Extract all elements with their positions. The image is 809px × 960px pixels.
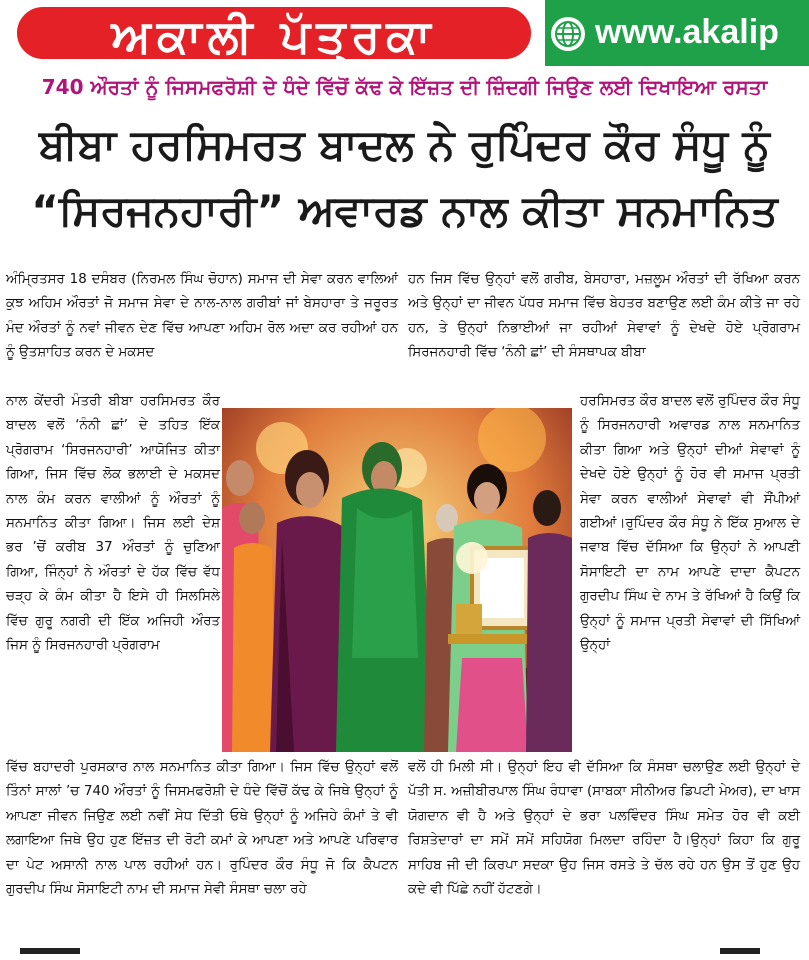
headline-line-1: ਬੀਬਾ ਹਰਸਿਮਰਤ ਬਾਦਲ ਨੇ ਰੁਪਿੰਦਰ ਕੌਰ ਸੰਧੂ ਨੂੰ xyxy=(39,120,770,169)
article-paragraph: ਵਲੋਂ ਹੀ ਮਿਲੀ ਸੀ। ਉਨ੍ਹਾਂ ਇਹ ਵੀ ਦੱਸਿਆ ਕਿ ਸੰਸਥਾ ਚਲਾਉਣ ਲਈ ਉਨ੍ਹਾਂ ਦੇ ਪੱਤੀ ਸ. ਅਜ਼ੀਬੀਰਪਾਲ ਸਿੰਘ ਰੰਧਾਵਾ (ਸਾਬਕਾ ਸੀਨੀਅਰ ਡਿਪਟੀ ਮੇਅਰ), ਦਾ ਖਾਸ ਯੋਗਦਾਨ ਵੀ ਹੈ ਅਤੇ ਉਨ੍ਹਾਂ ਦੇ ਭਰਾ ਪਲਵਿੰਦਰ ਸਿੰਘ ਸਮੇਤ ਹੋਰ ਵੀ ਕਈ ਰਿਸ਼ਤੇਦਾਰਾਂ ਦਾ ਸਮੇਂ ਸਮੇਂ ਸਹਿਯੋਗ ਮਿਲਦਾ ਰਹਿੰਦਾ ਹੈ।ਉਨ੍ਹਾਂ ਕਿਹਾ ਕਿ ਗੁਰੂ ਸਾਹਿਬ ਜੀ ਦੀ ਕਿਰਪਾ ਸਦਕਾ ਉਹ ਜਿਸ ਰਸਤੇ ਤੇ ਚੱਲ ਰਹੇ ਹਨ ਉਸ ਤੋਂ ਹੁਣ ਉਹ ਕਦੇ ਵੀ ਪਿੱਛੇ ਨਹੀਂ ਹੱਟਣਗੇ। xyxy=(408,760,800,898)
masthead xyxy=(0,0,809,66)
article-col2-top xyxy=(408,268,800,366)
article-col2-side xyxy=(580,390,800,658)
page-bottom-strip xyxy=(0,948,809,960)
newspaper-title: ਅਕਾਲੀ ਪੱਤ੍ਰਕਾ xyxy=(14,4,534,62)
article-col1-top xyxy=(6,268,398,366)
article-paragraph: ਅੰਮ੍ਰਿਤਸਰ 18 ਦਸੰਬਰ (ਨਿਰਮਲ ਸਿੰਘ ਚੋਹਾਨ) ਸਮਾਜ ਦੀ ਸੇਵਾ ਕਰਨ ਵਾਲਿਆਂ ਕੁਝ ਅਹਿਮ ਔਰਤਾਂ ਜੋ ਸਮਾਜ ਸੇਵਾ ਦੇ ਨਾਲ-ਨਾਲ ਗਰੀਬਾਂ ਜਾਂ ਬੇਸਹਾਰਾ ਤੇ ਜਰੂਰਤ ਮੰਦ ਔਰਤਾਂ ਨੂੰ ਨਵਾਂ ਜੀਵਨ ਦੇਣ ਵਿੱਚ ਆਪਣਾ ਅਹਿਮ ਰੋਲ ਅਦਾ ਕਰ ਰਹੀਆਂ ਹਨ ਨੂੰ ਉਤਸ਼ਾਹਿਤ ਕਰਨ ਦੇ ਮਕਸਦ xyxy=(6,272,398,361)
article-paragraph: ਨਾਲ ਕੇਂਦਰੀ ਮੰਤਰੀ ਬੀਬਾ ਹਰਸਿਮਰਤ ਕੌਰ ਬਾਦਲ ਵਲੋਂ ‘ਨੰਨੀ ਛਾਂ’ ਦੇ ਤਹਿਤ ਇੱਕ ਪ੍ਰੋਗਰਾਮ ‘ਸਿਰਜਨਹਾਰੀ’ ਆਯੋਜਿਤ ਕੀਤਾ ਗਿਆ, ਜਿਸ ਵਿੱਚ ਲੋਕ ਭਲਾਈ ਦੇ ਮਕਸਦ ਨਾਲ ਕੰਮ ਕਰਨ ਵਾਲੀਆਂ ਨੂੰ ਔਰਤਾਂ ਨੂੰ ਸਨਮਾਨਿਤ ਕੀਤਾ ਗਿਆ। ਜਿਸ ਲਈ ਦੇਸ਼ ਭਰ ’ਚੋਂ ਕਰੀਬ 37 ਔਰਤਾਂ ਨੂੰ ਚੁਣਿਆ ਗਿਆ, ਜਿੰਨ੍ਹਾਂ ਨੇ ਔਰਤਾਂ ਦੇ ਹੱਕ ਵਿੱਚ ਵੱਧ ਚੜ੍ਹ ਕੇ ਕੰਮ ਕੀਤਾ ਹੈ ਇਸੇ ਹੀ ਸਿਲਸਿਲੇ ਵਿੱਚ ਗੁਰੂ ਨਗਰੀ ਦੀ ਇੱਕ ਅਜਿਹੀ ਔਰਤ ਜਿਸ ਨੂੰ ਸਿਰਜਨਹਾਰੀ ਪ੍ਰੋਗਰਾਮ xyxy=(6,394,220,654)
article-col2-bottom xyxy=(408,756,800,902)
headline-line-2: “ਸਿਰਜਨਹਾਰੀ” ਅਵਾਰਡ ਨਾਲ ਕੀਤਾ ਸਨਮਾਨਿਤ xyxy=(31,186,778,235)
website-url[interactable]: www.akalip xyxy=(595,13,779,51)
globe-icon xyxy=(551,17,585,51)
article-col1-side xyxy=(6,390,220,658)
award-ceremony-photo xyxy=(222,408,572,752)
article-paragraph: ਹਨ ਜਿਸ ਵਿੱਚ ਉਨ੍ਹਾਂ ਵਲੋਂ ਗਰੀਬ, ਬੇਸਹਾਰਾ, ਮਜ਼ਲੂਮ ਔਰਤਾਂ ਦੀ ਰੱਖਿਆ ਕਰਨ ਅਤੇ ਉਨ੍ਹਾਂ ਦਾ ਜੀਵਨ ਪੱਧਰ ਸਮਾਜ ਵਿੱਚ ਬੇਹਤਰ ਬਣਾਉਣ ਲਈ ਕੰਮ ਕੀਤੇ ਜਾ ਰਹੇ ਹਨ, ਤੇ ਉਨ੍ਹਾਂ ਨਿਭਾਈਆਂ ਜਾ ਰਹੀਆਂ ਸੇਵਾਵਾਂ ਨੂੰ ਦੇਖਦੇ ਹੋਏ ਪ੍ਰੋਗਰਾਮ ਸਿਰਜਨਹਾਰੀ ਵਿੱਚ ‘ਨੰਨੀ ਛਾਂ’ ਦੀ ਸੰਸਥਾਪਕ ਬੀਬਾ xyxy=(408,272,800,361)
kicker-subheadline: 740 ਔਰਤਾਂ ਨੂੰ ਜਿਸਮਫਰੋਸ਼ੀ ਦੇ ਧੰਦੇ ਵਿੱਚੋਂ ਕੱਢ ਕੇ ਇੱਜ਼ਤ ਦੀ ਜ਼ਿੰਦਗੀ ਜਿਉਣ ਲਈ ਦਿਖਾਇਆ ਰਸਤਾ xyxy=(41,75,768,99)
article-paragraph: ਹਰਸਿਮਰਤ ਕੌਰ ਬਾਦਲ ਵਲੋਂ ਰੁਪਿੰਦਰ ਕੌਰ ਸੰਧੂ ਨੂੰ ਸਿਰਜਨਹਾਰੀ ਅਵਾਰਡ ਨਾਲ ਸਨਮਾਨਿਤ ਕੀਤਾ ਗਿਆ ਅਤੇ ਉਨ੍ਹਾਂ ਦੀਆਂ ਸੇਵਾਵਾਂ ਨੂੰ ਦੇਖਦੇ ਹੋਏ ਉਨ੍ਹਾਂ ਨੂੰ ਹੋਰ ਵੀ ਸਮਾਜ ਪ੍ਰਤੀ ਸੇਵਾ ਕਰਨ ਵਾਲੀਆਂ ਸੇਵਾਵਾਂ ਵੀ ਸੌਂਪੀਆਂ ਗਈਆਂ।ਰੁਪਿੰਦਰ ਕੌਰ ਸੰਧੂ ਨੇ ਇੱਕ ਸੁਆਲ ਦੇ ਜਵਾਬ ਵਿੱਚ ਦੱਸਿਆ ਕਿ ਉਨ੍ਹਾਂ ਨੇ ਆਪਣੀ ਸੋਸਾਇਟੀ ਦਾ ਨਾਮ ਆਪਣੇ ਦਾਦਾ ਕੈਪਟਨ ਗੁਰਦੀਪ ਸਿੰਘ ਦੇ ਨਾਮ ਤੇ ਰੱਖਿਆਂ ਹੈ ਕਿਉਂ ਕਿ ਉਨ੍ਹਾਂ ਨੂੰ ਸਮਾਜ ਪ੍ਰਤੀ ਸੇਵਾਵਾਂ ਦੀ ਸਿੱਖਿਆਂ ਉਨ੍ਹਾਂ xyxy=(580,394,800,654)
main-headline xyxy=(0,112,809,244)
article-col1-bottom xyxy=(6,756,398,902)
article-paragraph: ਵਿੱਚ ਬਹਾਦਰੀ ਪੁਰਸਕਾਰ ਨਾਲ ਸਨਮਾਨਿਤ ਕੀਤਾ ਗਿਆ। ਜਿਸ ਵਿੱਚ ਉਨ੍ਹਾਂ ਵਲੋਂ ਤਿੰਨਾਂ ਸਾਲਾਂ ’ਚ 740 ਔਰਤਾਂ ਨੂੰ ਜਿਸਮਫਰੋਸ਼ੀ ਦੇ ਧੰਦੇ ਵਿੱਚੋਂ ਕੱਢ ਕੇ ਜਿਥੇ ਉਨ੍ਹਾਂ ਨੂੰ ਆਪਣਾ ਜੀਵਨ ਜਿਉਣ ਲਈ ਨਵੀਂ ਸੇਧ ਦਿੱਤੀ ਓਥੇ ਉਨ੍ਹਾਂ ਨੂੰ ਅਜਿਹੇ ਕੰਮਾਂ ਤੇ ਵੀ ਲਗਾਇਆ ਜਿਥੇ ਉਹ ਹੁਣ ਇੱਜ਼ਤ ਦੀ ਰੋਟੀ ਕਮਾਂ ਕੇ ਆਪਣਾ ਅਤੇ ਆਪਣੇ ਪਰਿਵਾਰ ਦਾ ਪੇਟ ਅਸਾਨੀ ਨਾਲ ਪਾਲ ਰਹੀਆਂ ਹਨ। ਰੁਪਿੰਦਰ ਕੌਰ ਸੰਧੂ ਜੋ ਕਿ ਕੈਪਟਨ ਗੁਰਦੀਪ ਸਿੰਘ ਸੋਸਾਇਟੀ ਨਾਮ ਦੀ ਸਮਾਜ ਸੇਵੀ ਸੰਸਥਾ ਚਲਾ ਰਹੇ xyxy=(6,760,398,898)
